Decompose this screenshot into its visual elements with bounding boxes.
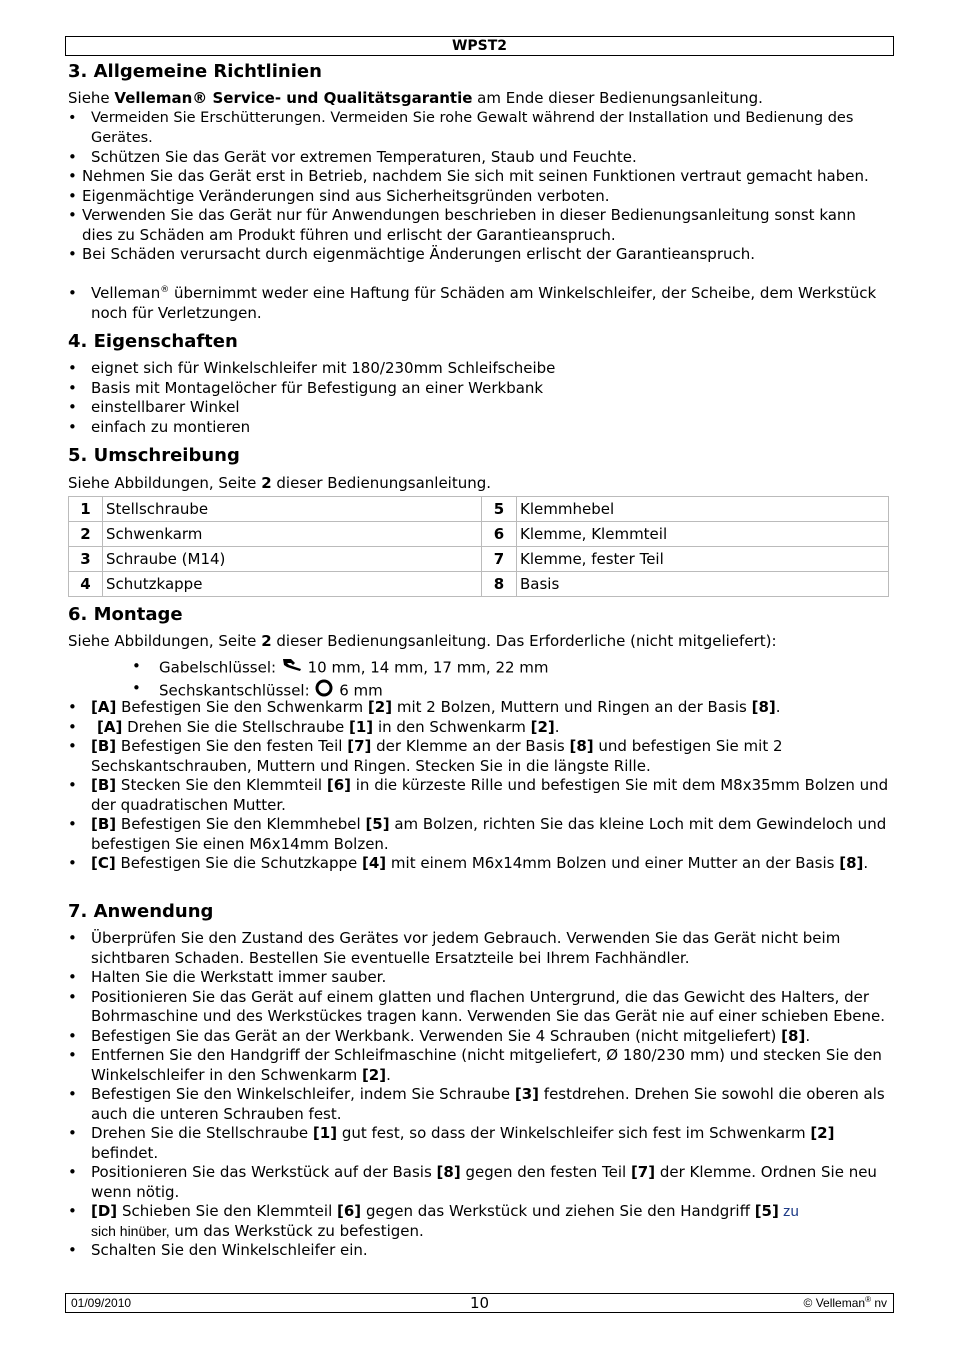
- part-ref: [6]: [337, 1202, 362, 1220]
- step-text: sich hinüber,: [91, 1222, 170, 1239]
- part-ref: [1]: [349, 717, 374, 736]
- list-item: [68, 737, 890, 776]
- step-text: Befestigen Sie die Schutzkappe: [115, 854, 362, 872]
- list-item: • eignet sich für Winkelschleifer mit 180/230mm Schleifscheibe: [68, 359, 890, 379]
- list-item: • Schalten Sie den Winkelschleifer ein.: [68, 1241, 890, 1261]
- list-item: [68, 1085, 890, 1124]
- part-ref: [8]: [839, 854, 864, 872]
- list-item: [68, 284, 890, 323]
- copyright-suffix: nv: [870, 1296, 887, 1310]
- list-item: [68, 1163, 890, 1202]
- step-text: in den Schwenkarm: [373, 717, 531, 736]
- section-6-title: 6. Montage: [68, 604, 183, 625]
- model-name: WPST2: [451, 38, 508, 54]
- guidelines-list-3: [68, 284, 890, 323]
- part-ref: [7]: [630, 1163, 656, 1181]
- assembly-steps: [68, 698, 890, 874]
- liability-text: übernimmt weder eine Haftung für Schäden am Winkelschleifer, der Scheibe, dem Werkstück noch für Verletzungen.: [91, 284, 877, 322]
- part-ref: [5]: [365, 815, 390, 833]
- guidelines-list: [68, 109, 890, 168]
- intro-text: Siehe Abbildungen, Seite: [68, 632, 262, 650]
- part-ref: [8]: [436, 1163, 461, 1181]
- part-ref: [8]: [781, 1026, 806, 1045]
- step-text: zu: [778, 1203, 799, 1220]
- part-label: Klemmhebel: [517, 497, 889, 522]
- list-item: • Schützen Sie das Gerät vor extremen Temperaturen, Staub und Feuchte.: [68, 148, 890, 168]
- part-number: 3: [69, 547, 103, 572]
- hex-key-size: 6 mm: [339, 680, 383, 699]
- part-number: 1: [69, 497, 103, 522]
- step-text: Schieben Sie den Klemmteil: [117, 1202, 338, 1220]
- intro-text-end: dieser Bedienungsanleitung. Das Erforderliche (nicht mitgeliefert):: [271, 632, 777, 650]
- intro-text: Siehe Abbildungen, Seite: [68, 474, 262, 492]
- table-row: [69, 497, 889, 522]
- open-wrench-icon: [281, 657, 303, 679]
- list-item: • einfach zu montieren: [68, 418, 890, 438]
- figure-ref: [A]: [97, 717, 123, 736]
- figure-ref: [B]: [91, 737, 117, 755]
- intro-text-end: am Ende dieser Bedienungsanleitung.: [472, 89, 763, 107]
- step-text: .: [554, 717, 560, 736]
- step-text: festdrehen. Drehen Sie sowohl die oberen als auch die unteren Schrauben fest.: [91, 1085, 885, 1123]
- list-item: • Verwenden Sie das Gerät nur für Anwendungen beschrieben in dieser Bedienungsanleitung sonst kann dies zu Schäden am Produkt führen und erlischt der Garantieanspruch.: [68, 206, 890, 245]
- step-text: befindet.: [91, 1143, 159, 1162]
- part-number: 6: [482, 522, 517, 547]
- step-text: gegen das Werkstück und ziehen Sie den Handgriff: [361, 1202, 755, 1220]
- list-item: [68, 815, 890, 854]
- part-label: Basis: [517, 572, 889, 597]
- part-ref: [6]: [326, 776, 351, 794]
- part-ref: [2]: [361, 1065, 387, 1084]
- parts-table: [68, 496, 889, 597]
- step-text: Drehen Sie die Stellschraube: [122, 717, 350, 736]
- step-text: der Klemme. Ordnen Sie neu wenn nötig.: [91, 1163, 877, 1201]
- part-number: 7: [482, 547, 517, 572]
- step-text: Entfernen Sie den Handgriff der Schleifmaschine (nicht mitgeliefert, Ø 180/230 mm) und stecken Sie den Winkelschleifer in den Schwenkarm: [91, 1046, 882, 1084]
- part-label: Schraube (M14): [103, 547, 482, 572]
- intro-text: Siehe: [68, 89, 115, 107]
- step-text: Befestigen Sie den Schwenkarm: [116, 698, 368, 716]
- figure-ref: [B]: [91, 776, 117, 794]
- table-row: [69, 522, 889, 547]
- step-text: Befestigen Sie den Winkelschleifer, indem Sie Schraube: [91, 1085, 515, 1103]
- page-reference: 2: [261, 632, 272, 650]
- list-item: • Bei Schäden verursacht durch eigenmächtige Änderungen erlischt der Garantieanspruch.: [68, 245, 890, 265]
- section-3-intro: [68, 89, 763, 109]
- step-text: um das Werkstück zu befestigen.: [169, 1221, 424, 1240]
- registered-mark: ®: [865, 1295, 871, 1304]
- figure-ref: [B]: [91, 815, 117, 833]
- list-item: • Positionieren Sie das Gerät auf einem glatten und flachen Untergrund, die das Gewicht des Halters, der Bohrmaschine und des Werkstückes tragen kann. Verwenden Sie das Gerät nie auf einer schieben Ebene.: [68, 988, 890, 1027]
- list-item: [68, 854, 890, 874]
- list-item: [68, 698, 890, 718]
- step-text: .: [805, 1026, 811, 1045]
- usage-list: [68, 929, 890, 1261]
- list-item: [68, 776, 890, 815]
- step-text: .: [775, 698, 781, 716]
- footer-date: 01/09/2010: [71, 1296, 132, 1310]
- list-item: [68, 1046, 890, 1085]
- brand-text: Velleman: [91, 284, 161, 302]
- section-7-title: 7. Anwendung: [68, 901, 214, 922]
- part-number: 5: [482, 497, 517, 522]
- footer-copyright: [804, 1294, 887, 1313]
- step-text: .: [386, 1065, 391, 1084]
- step-text: Stecken Sie den Klemmteil: [116, 776, 327, 794]
- part-ref: [8]: [751, 698, 776, 716]
- list-item: • Basis mit Montagelöcher für Befestigung an einer Werkbank: [68, 379, 890, 399]
- part-ref: [5]: [754, 1202, 779, 1220]
- list-item: • Halten Sie die Werkstatt immer sauber.: [68, 968, 890, 988]
- page-reference: 2: [261, 474, 272, 492]
- section-4-title: 4. Eigenschaften: [68, 331, 238, 352]
- tool-label: Gabelschlüssel:: [159, 658, 281, 677]
- step-text: und befestigen Sie mit 2 Sechskantschrauben, Muttern und Ringen. Stecken Sie in die längste Rille.: [91, 737, 783, 775]
- part-ref: [8]: [569, 737, 594, 755]
- part-ref: [7]: [347, 737, 372, 755]
- list-item: [68, 718, 890, 738]
- guidelines-list-2: [68, 167, 890, 265]
- list-item: [68, 1124, 890, 1163]
- page-footer: [65, 1293, 894, 1313]
- part-label: Stellschraube: [103, 497, 482, 522]
- step-text: in die kürzeste Rille und befestigen Sie mit dem M8x35mm Bolzen und der quadratischen Mutter.: [91, 776, 889, 814]
- warranty-reference: Velleman® Service- und Qualitätsgarantie: [114, 89, 473, 107]
- list-item: [68, 1202, 890, 1241]
- part-label: Klemme, fester Teil: [517, 547, 889, 572]
- wrench-sizes: 10 mm, 14 mm, 17 mm, 22 mm: [307, 658, 549, 677]
- page-header: [65, 36, 894, 56]
- list-item: [132, 657, 832, 679]
- part-ref: [4]: [361, 854, 387, 872]
- step-text: der Klemme an der Basis: [371, 737, 570, 755]
- part-number: 8: [482, 572, 517, 597]
- section-3-title: 3. Allgemeine Richtlinien: [68, 61, 322, 82]
- list-item: • Vermeiden Sie Erschütterungen. Vermeiden Sie rohe Gewalt während der Installation und Bedienung des Gerätes.: [68, 109, 890, 148]
- step-text: Befestigen Sie das Gerät an der Werkbank. Verwenden Sie 4 Schrauben (nicht mitgeliefert): [91, 1026, 782, 1045]
- features-list: [68, 359, 890, 437]
- section-6-intro: [68, 632, 777, 652]
- registered-mark: ®: [160, 285, 170, 295]
- step-text: gut fest, so dass der Winkelschleifer sich fest im Schwenkarm: [337, 1124, 811, 1142]
- part-ref: [2]: [367, 698, 393, 716]
- step-text: Befestigen Sie den Klemmhebel: [116, 815, 366, 833]
- list-item: • Überprüfen Sie den Zustand des Gerätes vor jedem Gebrauch. Verwenden Sie das Gerät nicht beim sichtbaren Schaden. Bestellen Sie eventuelle Ersatzteile bei Ihrem Fachhändler.: [68, 929, 890, 968]
- table-row: [69, 572, 889, 597]
- step-text: .: [863, 854, 869, 872]
- part-number: 2: [69, 522, 103, 547]
- step-text: mit 2 Bolzen, Muttern und Ringen an der Basis: [392, 698, 752, 716]
- step-text: Positionieren Sie das Werkstück auf der Basis: [91, 1163, 437, 1181]
- step-text: gegen den festen Teil: [460, 1163, 631, 1181]
- step-text: mit einem M6x14mm Bolzen und einer Mutter an der Basis: [386, 854, 840, 872]
- table-row: [69, 547, 889, 572]
- step-text: am Bolzen, richten Sie das kleine Loch mit dem Gewindeloch und befestigen Sie einen M6x14mm Bolzen.: [91, 815, 887, 853]
- copyright-text: © Velleman: [803, 1296, 866, 1310]
- figure-ref: [C]: [91, 854, 116, 872]
- part-label: Klemme, Klemmteil: [517, 522, 889, 547]
- part-label: Schutzkappe: [103, 572, 482, 597]
- tools-list: [132, 657, 832, 702]
- list-item: [68, 1027, 890, 1047]
- section-5-title: 5. Umschreibung: [68, 445, 240, 466]
- figure-ref: [A]: [91, 698, 117, 716]
- step-text: Befestigen Sie den festen Teil: [116, 737, 348, 755]
- list-item: • Nehmen Sie das Gerät erst in Betrieb, nachdem Sie sich mit seinen Funktionen vertraut gemacht haben.: [68, 167, 890, 187]
- part-ref: [2]: [810, 1124, 835, 1142]
- list-item: • Eigenmächtige Veränderungen sind aus Sicherheitsgründen verboten.: [68, 187, 890, 207]
- part-ref: [3]: [514, 1085, 540, 1103]
- intro-text-end: dieser Bedienungsanleitung.: [271, 474, 492, 492]
- tool-label: Sechskantschlüssel:: [159, 680, 315, 699]
- page-number: 10: [469, 1294, 490, 1312]
- part-ref: [2]: [530, 717, 555, 736]
- step-text: Drehen Sie die Stellschraube: [91, 1124, 313, 1142]
- list-item: • einstellbarer Winkel: [68, 398, 890, 418]
- section-5-intro: [68, 474, 491, 494]
- part-ref: [1]: [312, 1124, 338, 1142]
- figure-ref: [D]: [91, 1202, 118, 1220]
- part-number: 4: [69, 572, 103, 597]
- part-label: Schwenkarm: [103, 522, 482, 547]
